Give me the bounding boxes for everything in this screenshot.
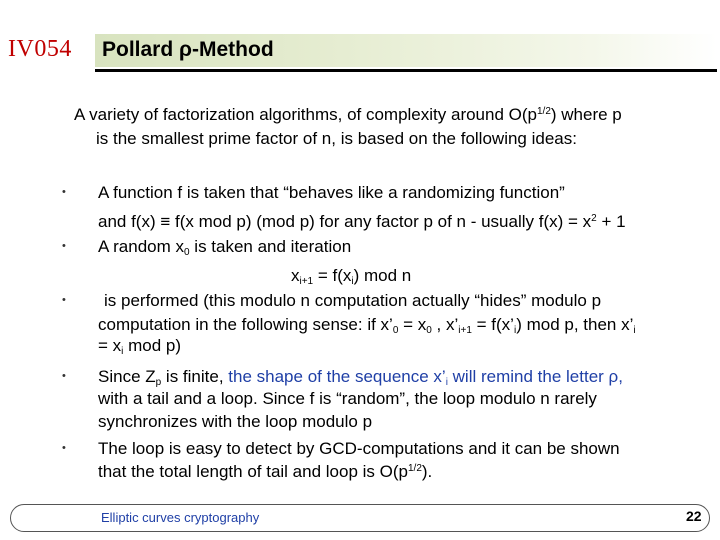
course-code: IV054 [8, 36, 72, 62]
bullet-3-line-2: computation in the following sense: if $x’_0 = x_0$ , $x’_{i+1}$ = $f(x’_i)$ mod p, then $x’_i$ [98, 315, 636, 336]
bullet-4: • [62, 370, 66, 382]
bullet-4-line-3: synchronizes with the loop modulo p [98, 412, 373, 431]
rho-shape-highlight: the shape of the sequence $x’_i$ will remind the letter ρ, [228, 367, 623, 388]
bullet-4-line-2: with a tail and a loop. Since f is “random”, the loop modulo n rarely [98, 389, 597, 408]
bullet-3-line-3: = $x_i$ mod p) [98, 336, 182, 357]
bullet-3: • [62, 294, 66, 306]
iteration-formula: $x_{i+1} = f(x_i)$ mod n [291, 266, 412, 287]
intro-line-1: A variety of factorization algorithms, of complexity around $O(p^{1/2})$ where p [74, 105, 622, 124]
title-rule [95, 69, 717, 72]
bullet-5: • [62, 442, 66, 454]
bullet-3-line-1: is performed (this modulo n computation actually “hides” modulo p [104, 291, 602, 310]
bullet-1-line-1: A function f is taken that “behaves like a randomizing function” [98, 183, 565, 202]
intro-line-2: is the smallest prime factor of n, is based on the following ideas: [96, 129, 577, 148]
slide-title: Pollard ρ-Method [102, 38, 274, 61]
bullet-1-line-2: and f(x) ≡ f(x mod p) (mod p) for any factor p of n - usually $f(x) = x^2 + 1$ [98, 212, 626, 231]
bullet-5-line-1: The loop is easy to detect by GCD-computations and it can be shown [98, 439, 620, 458]
bullet-2-line: A random $x_0$ is taken and iteration [98, 237, 352, 258]
bullet-1: • [62, 186, 66, 198]
bullet-5-line-2: that the total length of tail and loop is $O(p^{1/2})$. [98, 462, 433, 481]
footer-text: Elliptic curves cryptography [101, 510, 260, 525]
bullet-4-line-1: Since $Z_p$ is finite, the shape of the sequence $x’_i$ will remind the letter ρ, [98, 367, 623, 388]
bullet-2: • [62, 240, 66, 252]
page-number: 22 [686, 508, 702, 524]
